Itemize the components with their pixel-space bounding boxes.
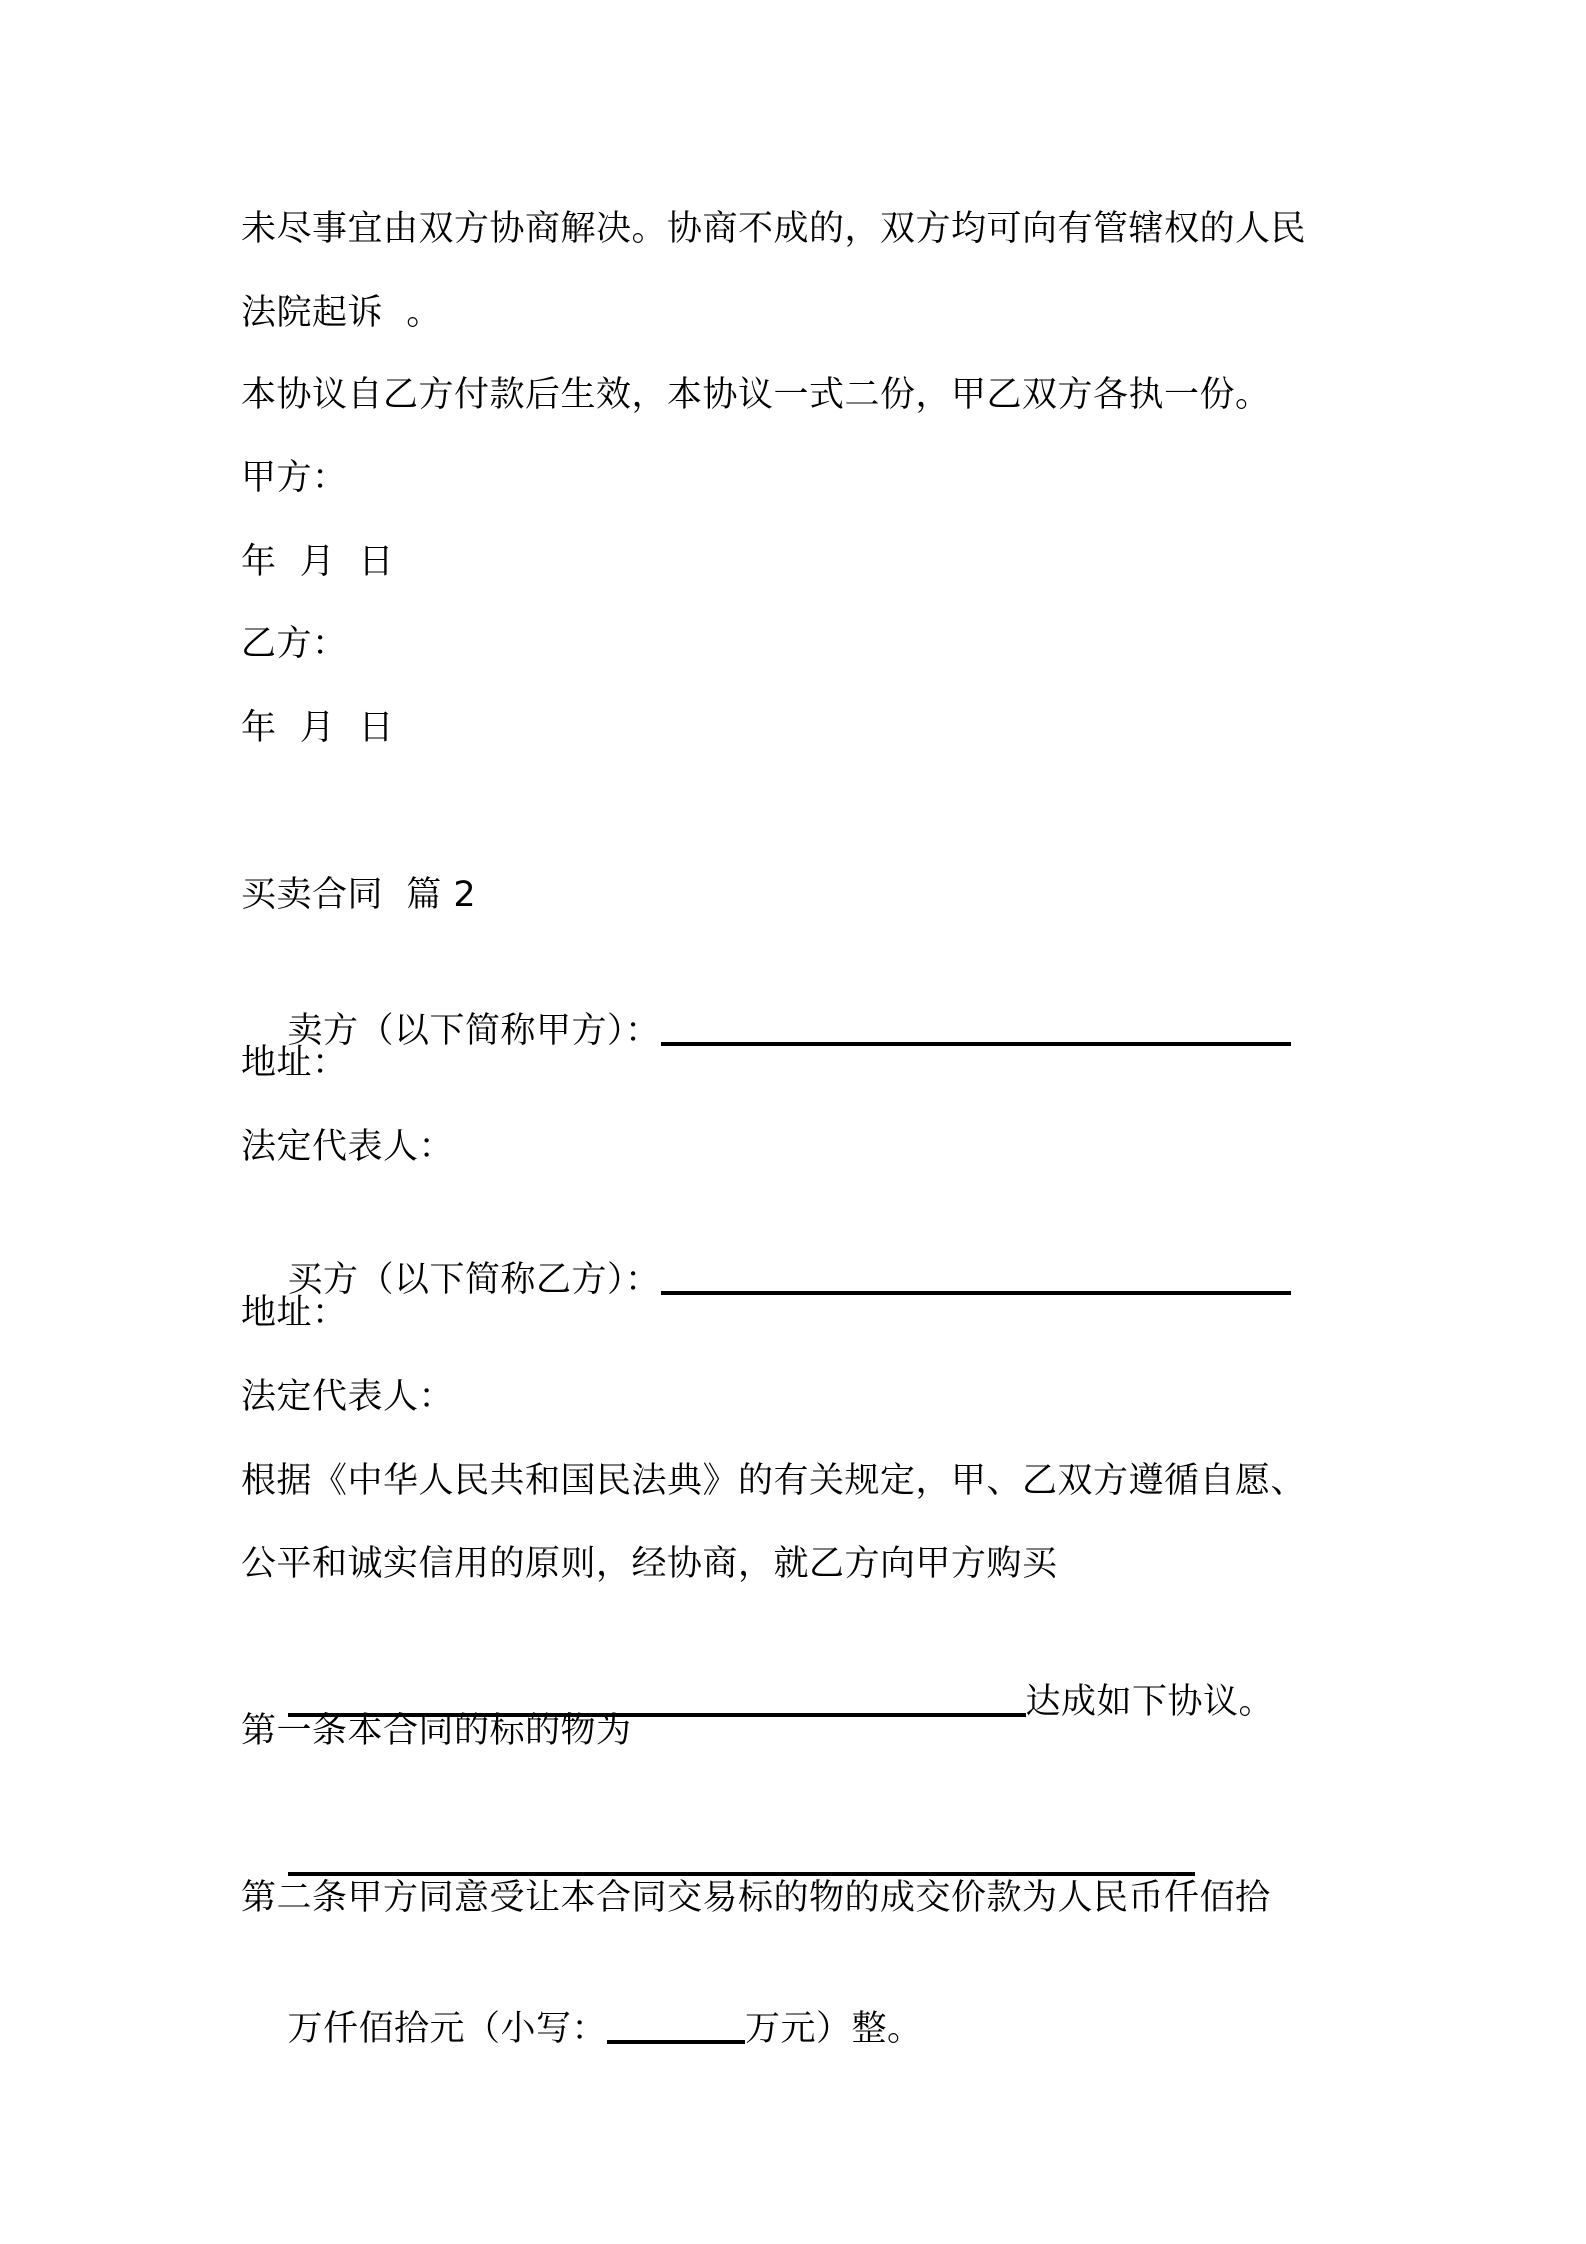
buyer-line [241, 1211, 1291, 1349]
paragraph-line-2: 法院起诉 。 [241, 293, 442, 333]
seller-address-label: 地址： [241, 1043, 348, 1083]
seller-legal-rep-label: 法定代表人： [241, 1127, 455, 1167]
party-b-label: 乙方： [241, 624, 348, 664]
party-a-date: 年 月 日 [241, 542, 395, 582]
paragraph-line-1: 未尽事宜由双方协商解决。协商不成的，双方均可向有管辖权的人民 [241, 209, 1307, 249]
article-two-line-2 [241, 1960, 923, 2098]
article-two-line-1: 第二条甲方同意受让本合同交易标的物的成交价款为人民币仟佰拾 [241, 1878, 1271, 1918]
seller-line [241, 962, 1291, 1100]
buyer-name-blank [661, 1291, 1291, 1295]
seller-label: 卖方（以下简称甲方）： [287, 1011, 661, 1051]
buyer-label: 买方（以下简称乙方）： [287, 1260, 661, 1300]
party-a-label: 甲方： [241, 458, 348, 498]
paragraph-effective-clause: 本协议自乙方付款后生效，本协议一式二份，甲乙双方各执一份。 [241, 375, 1271, 415]
party-b-date: 年 月 日 [241, 708, 395, 748]
article-one: 第一条本合同的标的物为 [241, 1711, 632, 1751]
buyer-address-label: 地址： [241, 1293, 348, 1333]
preamble-line-1: 根据《中华人民共和国民法典》的有关规定，甲、乙双方遵循自愿、 [241, 1461, 1307, 1501]
price-suffix: 万元）整。 [745, 2009, 923, 2049]
section-title: 买卖合同 篇 2 [241, 875, 477, 915]
price-amount-blank [607, 2040, 745, 2044]
price-label: 万仟佰拾元（小写： [287, 2009, 608, 2049]
agreement-reached-text: 达成如下协议。 [1025, 1682, 1275, 1722]
seller-name-blank [661, 1042, 1291, 1046]
preamble-line-2: 公平和诚实信用的原则，经协商，就乙方向甲方购买 [241, 1544, 1058, 1584]
buyer-legal-rep-label: 法定代表人： [241, 1377, 455, 1417]
